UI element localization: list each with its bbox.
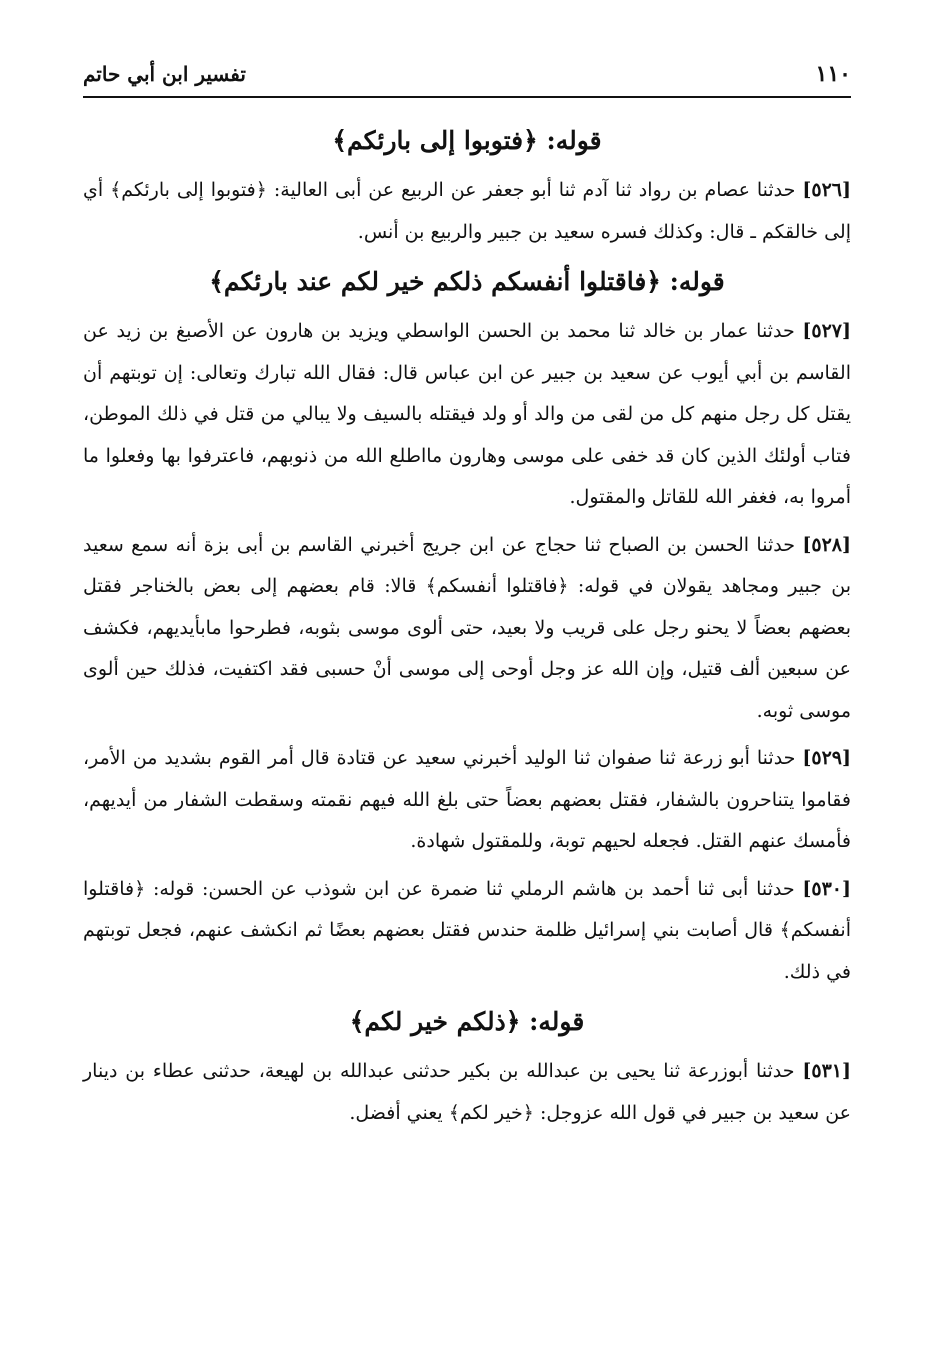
narration-text: حدثنا عصام بن رواد ثنا آدم ثنا أبو جعفر عن الربيع عن أبى العالية: ﴿فتوبوا إلى بارئكم﴾ أي إلى خالقكم ـ قال: وكذلك فسره سعيد بن جبير والربيع بن أنس.	[83, 179, 851, 243]
narration-text: حدثنا عمار بن خالد ثنا محمد بن الحسن الواسطي ويزيد بن هارون عن الأصبغ بن زيد عن القاسم بن أبي أيوب عن سعيد بن جبير عن ابن عباس قال: فقال الله تبارك وتعالى: إن توبتهم أن يقتل كل رجل منهم كل من لقى من والد أو ولد فيقتله بالسيف ولا يبالي من قتل في ذلك الموطن، فتاب أولئك الذين كان قد خفى على موسى وهارون مااطلع الله من ذنوبهم، فاعترفوا بها وفعلوا ما أمروا به، فغفر الله للقاتل والمقتول.	[83, 320, 851, 508]
section-heading: قوله: ﴿ذلكم خير لكم﴾	[349, 1007, 585, 1036]
narration-paragraph	[83, 869, 851, 994]
narration-number: [٥٢٨]	[802, 533, 851, 556]
running-header	[83, 52, 851, 98]
section-heading: قوله: ﴿فتوبوا إلى بارئكم﴾	[332, 126, 602, 155]
section-heading: قوله: ﴿فاقتلوا أنفسكم ذلكم خير لكم عند بارئكم﴾	[209, 267, 725, 296]
narration-number: [٥٣٠]	[802, 877, 851, 900]
narration-text: حدثنا أبى ثنا أحمد بن هاشم الرملي ثنا ضمرة عن ابن شوذب عن الحسن: قوله: ﴿فاقتلوا أنفسكم﴾ قال أصابت بني إسرائيل ظلمة حندس فقتل بعضهم بعضًا ثم انكشف عنهم، فجعل توبتهم في ذلك.	[83, 877, 851, 983]
narration-text: حدثنا الحسن بن الصباح ثنا حجاج عن ابن جريج أخبرني القاسم بن أبى بزة أنه سمع سعيد بن جبير ومجاهد يقولان في قوله: ﴿فاقتلوا أنفسكم﴾ قالا: قام بعضهم إلى بعض بالخناجر فقتل بعضهم بعضاً لا يحنو رجل على قريب ولا بعيد، حتى ألوى موسى بثوبه، فطرحوا مابأيديهم، فكشف عن سبعين ألف قتيل، وإن الله عز وجل أوحى إلى موسى أنْ حسبى فقد اكتفيت، فذلك حين ألوى موسى ثوبه.	[83, 533, 851, 722]
book-page	[83, 52, 851, 1134]
page-content	[83, 98, 851, 1134]
narration-paragraph	[83, 525, 851, 733]
narration-number: [٥٢٩]	[802, 747, 851, 769]
narration-number: [٥٣١]	[802, 1060, 851, 1082]
book-title: تفسير ابن أبي حاتم	[83, 62, 246, 86]
narration-paragraph	[83, 311, 851, 519]
narration-paragraph	[83, 170, 851, 253]
narration-text: حدثنا أبوزرعة ثنا يحيى بن عبدالله بن بكير حدثنى عبدالله بن لهيعة، حدثنى عطاء بن دينار عن سعيد بن جبير في قول الله عزوجل: ﴿خير لكم﴾ يعني أفضل.	[83, 1060, 851, 1124]
narration-text: حدثنا أبو زرعة ثنا صفوان ثنا الوليد أخبرني سعيد عن قتادة قال أمر القوم بشديد من الأمر، فقاموا يتناحرون بالشفار، فقتل بعضهم بعضاً حتى بلغ الله فيهم نقمته وسقطت الشفار من أيديهم، فأمسك عنهم القتل. فجعله لحيهم توبة، وللمقتول شهادة.	[83, 747, 851, 852]
narration-paragraph	[83, 738, 851, 863]
narration-number: [٥٢٧]	[802, 320, 851, 342]
narration-number: [٥٢٦]	[802, 179, 851, 201]
narration-paragraph	[83, 1051, 851, 1134]
page-number: ١١٠	[815, 61, 851, 87]
